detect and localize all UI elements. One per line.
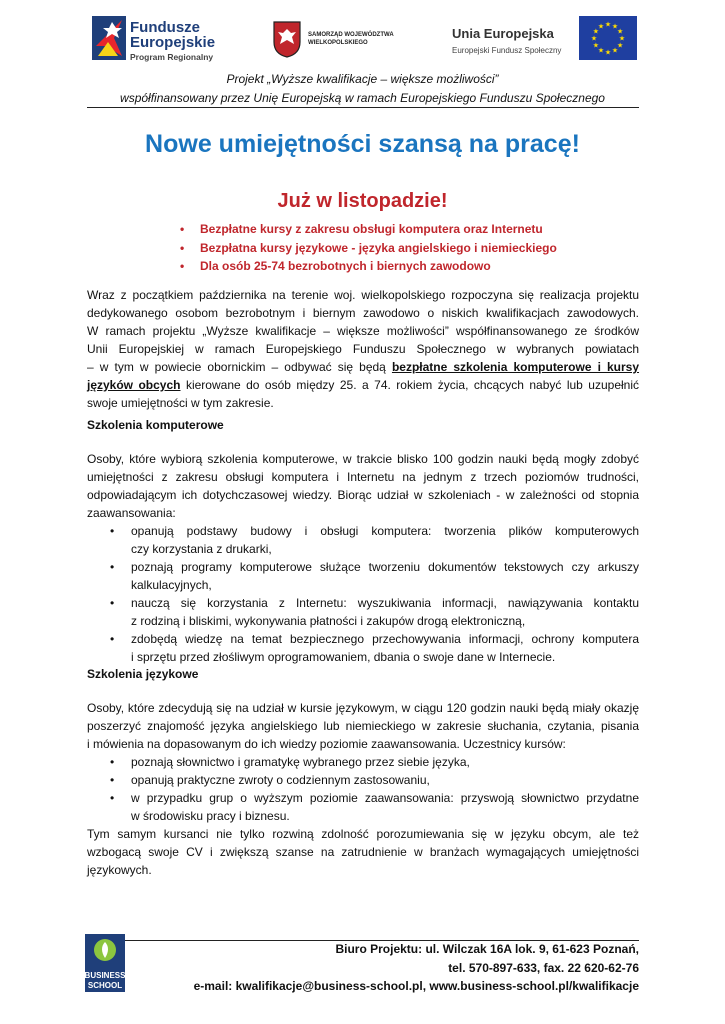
eu-star: ★: [611, 47, 619, 55]
eu-star: ★: [604, 21, 612, 29]
computer-skills-list: [110, 522, 639, 666]
eu-star: ★: [592, 28, 600, 36]
highlights-list: [180, 220, 557, 276]
eu-star: ★: [616, 42, 624, 50]
ue-subtitle: Europejski Fundusz Społeczny: [452, 46, 562, 55]
fundusze-europejskie-logo: [92, 14, 242, 68]
highlight-item: • Bezpłatne kursy z zakresu obsługi komputera oraz Internetu: [180, 220, 557, 239]
wielkopolska-text: SAMORZĄD WOJEWÓDZTWA WIELKOPOLSKIEGO: [308, 32, 394, 46]
eu-flag-icon: [579, 16, 637, 60]
language-conclusion: Tym samym kursanci nie tylko rozwiną zdolność porozumiewania się w języku obcym, ale też wzbogacą swoje CV i zwiększą szanse na zatrudnienie w branżach wymagających umiejętności językowych.: [87, 827, 639, 877]
fe-star-icon: [92, 16, 126, 60]
eu-star: ★: [618, 35, 626, 43]
footer-phone: tel. 570-897-633, fax. 22 620-62-76: [448, 961, 639, 975]
section-heading-computer: Szkolenia komputerowe: [87, 418, 224, 432]
list-item: • opanują podstawy budowy i obsługi komputera: tworzenia plików komputerowych czy korzystania z drukarki,: [110, 522, 639, 558]
language-skills-list: [110, 753, 639, 825]
computer-paragraph: Osoby, które wybiorą szkolenia komputerowe, w trakcie blisko 100 godzin nauki będą mogły zdobyć umiejętności z zakresu obsługi komputera i Internetu na jednym z trzech poziomów trudności, odpowiadającym ich dotychczasowej wiedzy. Biorąc udział w szkoleniach - w zależności od stopnia zaawansowania:: [87, 452, 639, 520]
list-item: • opanują praktyczne zwroty o codziennym zastosowaniu,: [110, 771, 639, 789]
ue-title: Unia Europejska: [452, 26, 554, 41]
business-school-logo: [82, 934, 128, 992]
project-name: Projekt „Wyższe kwalifikacje – większe możliwości”: [226, 72, 499, 86]
list-item: • zdobędą wiedzę na temat bezpiecznego przechowywania informacji, ochrony komputera i sprzętu przed złośliwym oprogramowaniem, dbania o swoje dane w Internecie.: [110, 630, 639, 666]
highlight-underline: języków obcych: [87, 378, 181, 392]
eagle-crest-icon: [272, 20, 302, 58]
wielkopolska-logo: [272, 20, 402, 60]
list-item: • poznają słownictwo i gramatykę wybranego przez siebie języka,: [110, 753, 639, 771]
eu-star: ★: [597, 47, 605, 55]
footer-contact: e-mail: kwalifikacje@business-school.pl, www.business-school.pl/kwalifikacje: [193, 979, 639, 993]
svg-text:SCHOOL: SCHOOL: [87, 981, 123, 990]
eu-star: ★: [590, 35, 598, 43]
fe-subtitle: Program Regionalny: [130, 52, 214, 62]
footer-address: Biuro Projektu: ul. Wilczak 16A lok. 9, 61-623 Poznań,: [335, 942, 639, 956]
list-item: • nauczą się korzystania z Internetu: wyszukiwania informacji, nawiązywania kontaktu z rodziną i bliskimi, wykonywania płatności i zakupów drogą elektroniczną,: [110, 594, 639, 630]
eu-star: ★: [597, 23, 605, 31]
header-divider: [87, 107, 639, 108]
fe-title: Fundusze Europejskie: [130, 19, 216, 51]
footer-divider: [87, 940, 639, 941]
page-subtitle: Już w listopadzie!: [277, 190, 448, 212]
page-title: Nowe umiejętności szansą na pracę!: [145, 130, 580, 158]
highlight-item: • Dla osób 25-74 bezrobotnych i biernych zawodowo: [180, 257, 557, 276]
intro-paragraph: Wraz z początkiem października na terenie woj. wielkopolskiego rozpoczyna się realizacja projektu dedykowanego osobom bezrobotnym i biernym zawodowo o niskich kwalifikacjach zawodowych. W ramach projektu „Wyższe kwalifikacje – większe możliwości” współfinansowanego ze środków Unii Europejskiej w ramach Europejskiego Funduszu Społecznego w wybranych powiatach – w tym w powiecie obornickim – odbywać się będą bezpłatne szkolenia komputerowe i kursy języków obcych kierowane do osób między 25. a 74. rokiem życia, chcących nabyć lub uzupełnić swoje umiejętności w tym zakresie.: [87, 288, 640, 410]
highlight-item: • Bezpłatna kursy językowe - języka angielskiego i niemieckiego: [180, 239, 557, 258]
section-heading-language: Szkolenia językowe: [87, 667, 199, 681]
svg-text:BUSINESS: BUSINESS: [84, 971, 126, 980]
eu-star: ★: [592, 42, 600, 50]
list-item: • w przypadku grup o wyższym poziomie zaawansowania: przyswoją słownictwo przydatne w środowisku pracy i biznesu.: [110, 789, 639, 825]
business-school-emblem-icon: [82, 934, 128, 992]
eu-star: ★: [616, 28, 624, 36]
unia-europejska-logo: [452, 16, 637, 62]
language-paragraph: Osoby, które zdecydują się na udział w kursie językowym, w ciągu 120 godzin nauki będą miały okazję poszerzyć znajomość języka angielskiego lub niemieckiego w zakresie słuchania, czytania, pisania i mówienia na dopasowanym do ich wiedzy poziomie zaawansowania. Uczestnicy kursów:: [87, 701, 639, 751]
eu-star: ★: [604, 49, 612, 57]
highlight-underline: bezpłatne szkolenia komputerowe i kursy: [391, 360, 640, 374]
cofinance-note: współfinansowany przez Unię Europejską w ramach Europejskiego Funduszu Społecznego: [120, 91, 605, 105]
eu-star: ★: [611, 23, 619, 31]
list-item: • poznają programy komputerowe służące tworzeniu dokumentów tekstowych czy arkuszy kalkulacyjnych,: [110, 558, 639, 594]
